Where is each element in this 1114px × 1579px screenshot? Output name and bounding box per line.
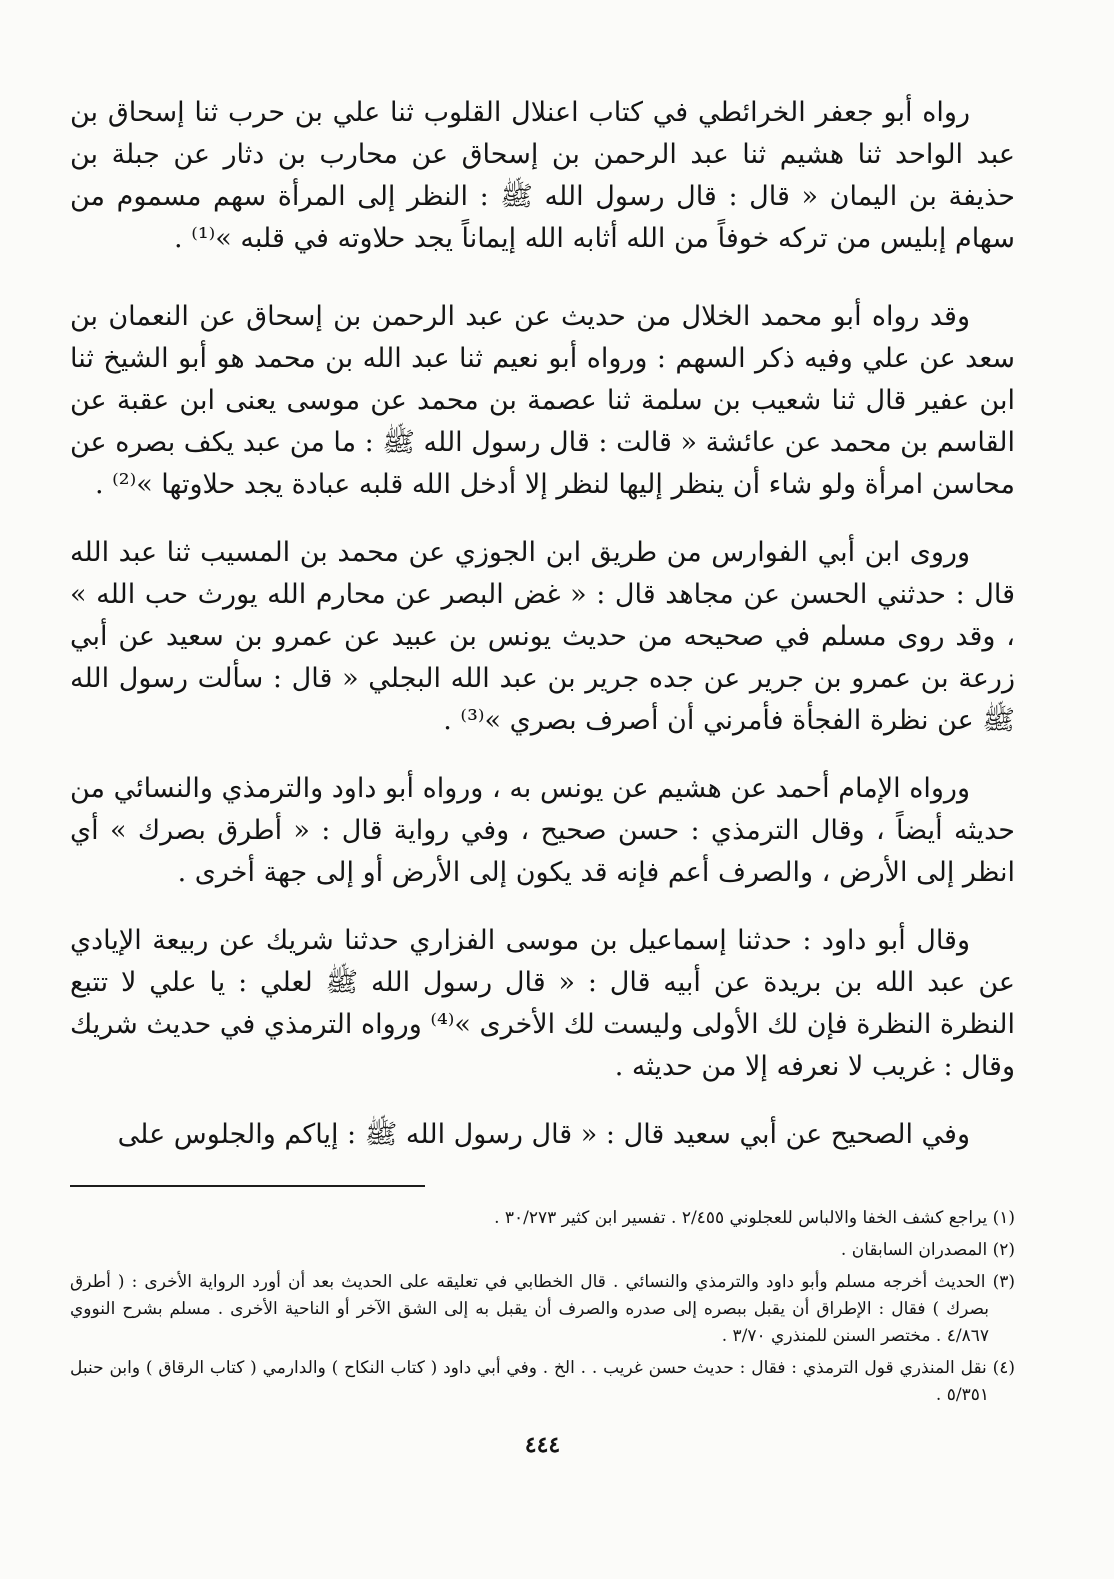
footnote: (١) يراجع كشف الخفا والالباس للعجلوني ٢/٤٥٥ . تفسير ابن كثير ٣٠/٢٧٣ . [494,1208,1015,1228]
footnotes [70,1205,1015,1414]
page-content [70,92,1015,1532]
body-paragraph: وفي الصحيح عن أبي سعيد قال : « قال رسول الله ﷺ : إياكم والجلوس على [117,1119,970,1150]
body-paragraph: وقال أبو داود : حدثنا إسماعيل بن موسى الفزاري حدثنا شريك عن ربيعة الإيادي عن عبد الله بن بريدة عن أبيه قال : « قال رسول الله ﷺ لعلي : يا علي لا تتبع النظرة النظرة فإن لك الأولى وليست لك الأخرى »⁽⁴⁾ ورواه الترمذي في حديث شريك وقال : غريب لا نعرفه إلا من حديثه . [70,925,1015,1082]
footnote: (٣) الحديث أخرجه مسلم وأبو داود والترمذي والنسائي . قال الخطابي في تعليقه على الحديث بعد أن أورد الرواية الأخرى : ( أطرق بصرك ) فقال : الإطراق أن يقبل ببصره إلى صدره والصرف أن يقبل به إلى الشق الآخر أو الناحية الأخرى . مسلم بشرح النووي ٤/٨٦٧ . مختصر السنن للمنذري ٣/٧٠ . [70,1272,1015,1346]
footnote: (٤) نقل المنذري قول الترمذي : فقال : حديث حسن غريب . . الخ . وفي أبي داود ( كتاب النكاح ) والدارمي ( كتاب الرقاق ) وابن حنبل ٥/٣٥١ . [70,1358,1015,1405]
footnote: (٢) المصدران السابقان . [840,1240,1015,1260]
body-paragraph: ورواه الإمام أحمد عن هشيم عن يونس به ، ورواه أبو داود والترمذي والنسائي من حديثه أيضاً ، وقال الترمذي : حسن صحيح ، وفي رواية قال : « أطرق بصرك » أي انظر إلى الأرض ، والصرف أعم فإنه قد يكون إلى الأرض أو إلى جهة أخرى . [70,773,1015,888]
body-paragraph: رواه أبو جعفر الخرائطي في كتاب اعنلال القلوب ثنا علي بن حرب ثنا إسحاق بن عبد الواحد ثنا هشيم ثنا عبد الرحمن بن إسحاق عن محارب بن دثار عن جبلة بن حذيفة بن اليمان « قال : قال رسول الله ﷺ : النظر إلى المرأة سهم مسموم من سهام إبليس من تركه خوفاً من الله أثابه الله إيماناً يجد حلاوته في قلبه »⁽¹⁾ . [70,97,1015,254]
page-number: ٤٤٤ [524,1432,561,1458]
body-paragraph: وروى ابن أبي الفوارس من طريق ابن الجوزي عن محمد بن المسيب ثنا عبد الله قال : حدثني الحسن عن مجاهد قال : « غض البصر عن محارم الله يورث حب الله » ، وقد روى مسلم في صحيحه من حديث يونس بن عبيد عن عمرو بن سعيد عن أبي زرعة بن عمرو بن جرير عن جده جرير بن عبد الله البجلي « قال : سألت رسول الله ﷺ عن نظرة الفجأة فأمرني أن أصرف بصري »⁽³⁾ . [70,537,1015,736]
body-paragraph: وقد رواه أبو محمد الخلال من حديث عن عبد الرحمن بن إسحاق عن النعمان بن سعد عن علي وفيه ذكر السهم : ورواه أبو نعيم ثنا عبد الله بن محمد هو أبو الشيخ ثنا ابن عفير قال ثنا شعيب بن سلمة ثنا عصمة بن محمد عن موسى يعنى ابن عقبة عن القاسم بن محمد عن عائشة « قالت : قال رسول الله ﷺ : ما من عبد يكف بصره عن محاسن امرأة ولو شاء أن ينظر إليها لنظر إلا أدخل الله قلبه عبادة يجد حلاوتها »⁽²⁾ . [70,301,1015,500]
footnote-separator [70,1185,425,1187]
